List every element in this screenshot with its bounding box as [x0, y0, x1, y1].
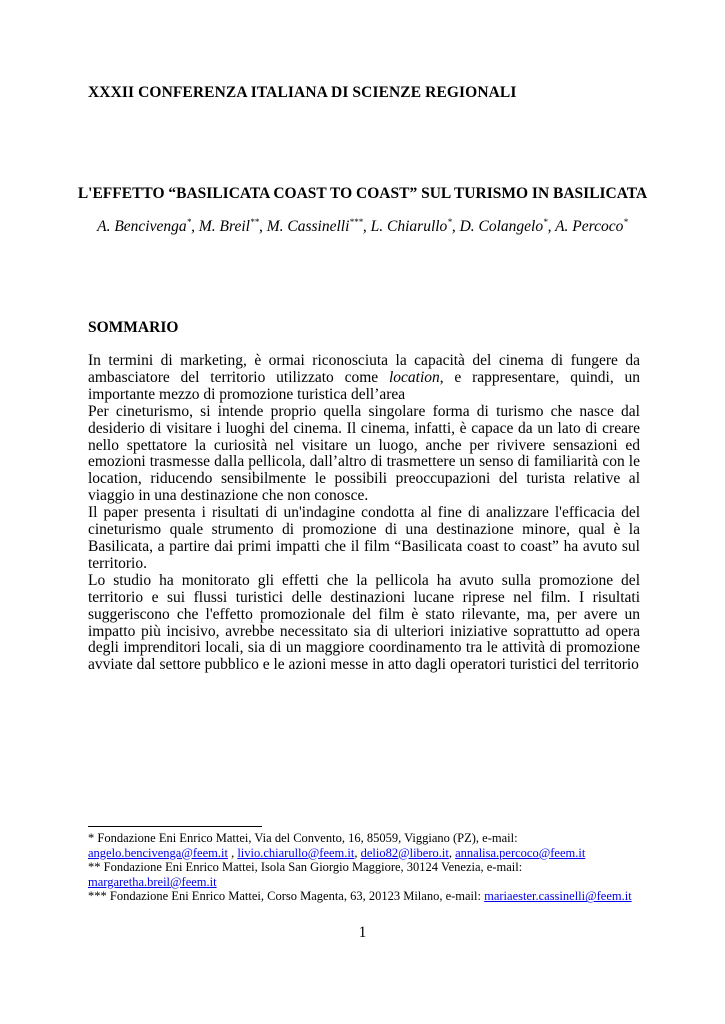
- section-heading: SOMMARIO: [88, 319, 179, 336]
- footnote-1: * Fondazione Eni Enrico Mattei, Via del Convento, 16, 85059, Viggiano (PZ), e-mail:: [88, 831, 518, 845]
- author-name: A. Percoco: [555, 218, 624, 235]
- email-separator: ,: [448, 845, 456, 860]
- footnotes: [88, 831, 648, 904]
- author-affiliation-mark: *: [186, 217, 192, 227]
- paper-title: L'EFFETTO “BASILICATA COAST TO COAST” SUL TURISMO IN BASILICATA: [77, 185, 648, 202]
- author-separator: ,: [451, 218, 460, 235]
- email-link[interactable]: delio82@libero.it: [360, 845, 449, 860]
- email-link[interactable]: angelo.bencivenga@feem.it: [88, 845, 228, 860]
- author-name: M. Cassinelli: [266, 218, 350, 235]
- footnote-divider: [88, 826, 262, 827]
- author-name: A. Bencivenga: [97, 218, 187, 235]
- author-affiliation-mark: *: [447, 217, 452, 227]
- email-link[interactable]: margaretha.breil@feem.it: [88, 874, 217, 889]
- email-separator: ,: [227, 845, 238, 860]
- author-affiliation-mark: *: [543, 217, 548, 227]
- author-name: L. Chiarullo: [370, 218, 448, 235]
- author-affiliation-mark: *: [623, 217, 628, 227]
- italic-term: location: [388, 368, 440, 386]
- footnote-1-emails: [88, 846, 648, 861]
- abstract-paragraph: Per cineturismo, si intende proprio quella singolare forma di turismo che nasce dal desiderio di visitare i luoghi del cinema. Il cinema, infatti, è capace da un lato di creare nello spettatore la curiosità nel visitare un luogo, anche per rivivere sensazioni ed emozioni trasmesse dalla pellicola, dall’altro di trasmettere un senso di familiarità con le location, riducendo sensibilmente le possibili preoccupazioni del turista relative al viaggio in una destinazione che non conosce.: [88, 402, 640, 505]
- footnote-text: *** Fondazione Eni Enrico Mattei, Corso Magenta, 63, 20123 Milano, e-mail:: [88, 889, 485, 904]
- paragraph-text: , e rappresentare, quindi, un importante mezzo di promozione turistica dell’area: [88, 368, 640, 403]
- footnote-2-emails: [88, 875, 648, 890]
- abstract-body: [88, 353, 640, 674]
- author-separator: ,: [191, 218, 199, 235]
- footnote-3: [88, 889, 648, 904]
- page-number: 1: [358, 924, 367, 941]
- email-link[interactable]: mariaester.cassinelli@feem.it: [484, 889, 632, 904]
- abstract-paragraph: [88, 353, 640, 404]
- conference-name: XXXII CONFERENZA ITALIANA DI SCIENZE REGIONALI: [88, 84, 517, 101]
- paragraph-text: In termini di marketing, è ormai riconosciuta la capacità del cinema di fungere da ambasciatore del territorio utilizzato come: [88, 352, 640, 386]
- author-separator: ,: [547, 218, 556, 235]
- abstract-paragraph: Lo studio ha monitorato gli effetti che la pellicola ha avuto sulla promozione del territorio e sui flussi turistici delle destinazioni lucane riprese nel film. I risultati suggeriscono che l'effetto promozionale del film è stato rilevante, ma, per avere un impatto più incisivo, avrebbe necessitato sia di ulteriori iniziative soprattutto ad opera degli imprenditori locali, sia di un maggiore coordinamento tra le attività di promozione avviate dal settore pubblico e le azioni messe in atto dagli operatori turistici del territorio: [88, 571, 640, 674]
- author-separator: ,: [362, 218, 371, 235]
- author-affiliation-mark: **: [249, 217, 259, 227]
- abstract-paragraph: Il paper presenta i risultati di un'indagine condotta al fine di analizzare l'efficacia del cineturismo quale strumento di promozione di una destinazione minore, qual è la Basilicata, a partire dai primi impatti che il film “Basilicata coast to coast” ha avuto sul territorio.: [88, 504, 640, 572]
- author-name: D. Colangelo: [459, 218, 544, 235]
- author-separator: ,: [258, 218, 267, 235]
- author-affiliation-mark: ***: [349, 217, 363, 227]
- email-link[interactable]: livio.chiarullo@feem.it: [237, 845, 355, 860]
- author-name: M. Breil: [198, 218, 250, 235]
- email-separator: ,: [354, 845, 361, 860]
- author-list: [0, 218, 725, 236]
- email-link[interactable]: annalisa.percoco@feem.it: [455, 845, 586, 860]
- footnote-2: ** Fondazione Eni Enrico Mattei, Isola San Giorgio Maggiore, 30124 Venezia, e-mail:: [88, 860, 523, 875]
